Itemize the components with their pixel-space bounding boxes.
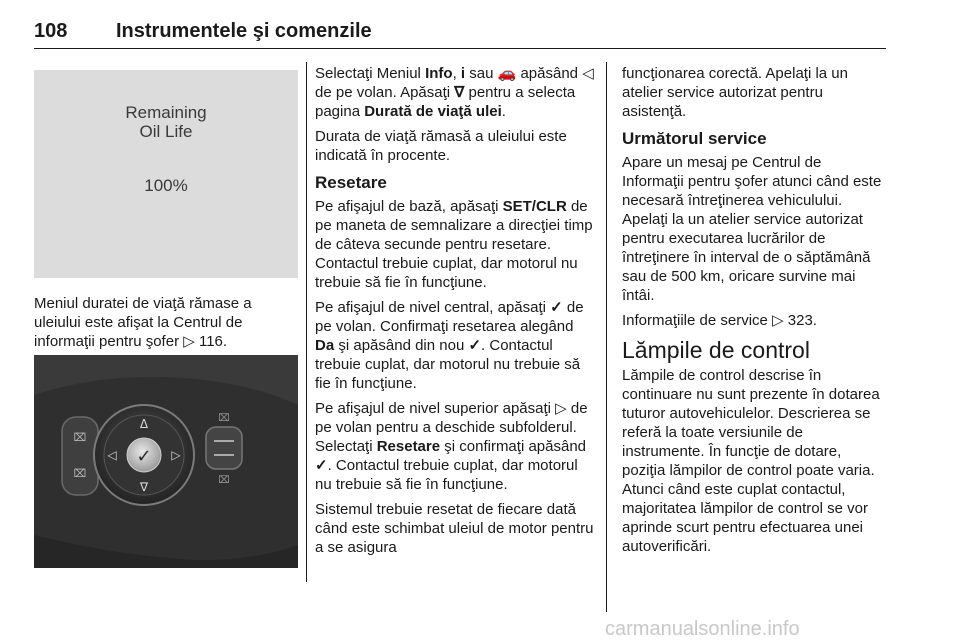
page-header [34,18,886,49]
check-icon: ✓ [315,457,328,474]
column-divider-1 [306,62,307,582]
text-column-middle [315,64,595,563]
paragraph-upper-display: Pe afişajul de nivel superior apăsaţi ▷ de pe volan pentru a deschide subfolderul. Selectaţi Resetare şi confirmaţi apăsând ✓. Contactul trebuie cuplat, dar motorul nu trebuie să fie în funcţiune. [315,400,588,493]
paragraph-basic-display: Pe afişajul de bază, apăsaţi SET/CLR de pe maneta de semnalizare a direcţiei timp de câteva secunde pentru resetare. Contactul trebuie cuplat, dar motorul nu trebuie să fie în funcţiune. [315,198,593,291]
right-rocker [206,427,242,469]
paragraph-next-service: Apare un mesaj pe Centrul de Informaţii pentru şofer atunci când este necesară întreţinerea vehiculului. Apelaţi la un atelier service autorizat pentru executarea lucrărilor de întreţinere în interval de o săptămână sau de 500 km, oricare survine mai întâi. [622,154,882,304]
display-title: Remaining Oil Life [125,103,207,141]
display-value: 100% [144,176,188,195]
watermark: carmanualsonline.info [605,618,800,640]
paragraph-continued: funcţionarea corectă. Apelaţi la un atelier service autorizat pentru asistenţă. [622,65,848,120]
check-icon: ✓ [136,446,152,467]
paragraph-control-lamps: Lămpile de control descrise în continuare nu sunt prezente în dotarea tuturor autovehiculelor. Descrierea se referă la toate versiunile de instrumente. În funcţie de dotare, poziţia lămpilor de control poate varia. Atunci când este cuplat contactul, majoritatea lămpilor de control se vor aprinde scurt pentru efectuarea unei autoverificări. [622,367,880,555]
svg-text:⌧: ⌧ [218,413,230,424]
check-icon: ✓ [550,299,563,316]
heading-control-lamps: Lămpile de control [622,337,810,363]
left-triangle-icon: ◁ [582,65,594,82]
paragraph-select-menu: Selectaţi Meniul Info, i sau 🚗 apăsând ◁ de pe volan. Apăsaţi ∇ pentru a selecta pagina Durată de viaţă ulei. [315,65,594,120]
up-icon: Δ [139,417,149,431]
left-icon: ◁ [107,448,117,462]
paragraph-reset-note: Sistemul trebuie resetat de fiecare dată când este schimbat uleiul de motor pentru a se asigura [315,501,594,556]
section-title: Instrumentele şi comenzile [116,20,372,42]
paragraph-mid-display: Pe afişajul de nivel central, apăsaţi ✓ de pe volan. Confirmaţi resetarea alegând Da şi apăsând din nou ✓. Contactul trebuie cuplat, dar motorul nu trebuie să fie în funcţiune. [315,299,584,392]
car-icon: 🚗 [497,65,517,82]
svg-text:⌧: ⌧ [73,467,87,480]
heading-next-service: Următorul service [622,129,767,148]
right-icon: ▷ [171,448,181,462]
svg-text:⌧: ⌧ [73,431,87,444]
nabla-icon: ∇ [454,84,465,101]
text-column-right [622,64,886,562]
page-reference-icon: ▷ [183,333,195,350]
svg-text:⌧: ⌧ [218,475,230,486]
heading-reset: Resetare [315,173,387,192]
paragraph-percent: Durata de viaţă rămasă a uleiului este indicată în procente. [315,128,567,164]
steering-wheel-illustration [34,355,298,568]
right-triangle-icon: ▷ [555,400,567,417]
down-icon: ∇ [139,480,149,494]
column-divider-2 [606,62,607,612]
page-reference-icon: ▷ [772,312,784,329]
oil-life-display-image [34,70,298,278]
figure-caption: Meniul duratei de viaţă rămase a uleiului este afişat la Centrul de informaţii pentru şofer ▷ 116. [34,295,252,350]
steering-wheel-controls-photo [34,355,298,568]
check-icon: ✓ [468,337,482,354]
left-rocker [62,417,98,495]
info-icon: i [460,65,466,82]
page-number: 108 [34,20,68,42]
paragraph-service-info: Informaţiile de service ▷ 323. [622,312,817,329]
